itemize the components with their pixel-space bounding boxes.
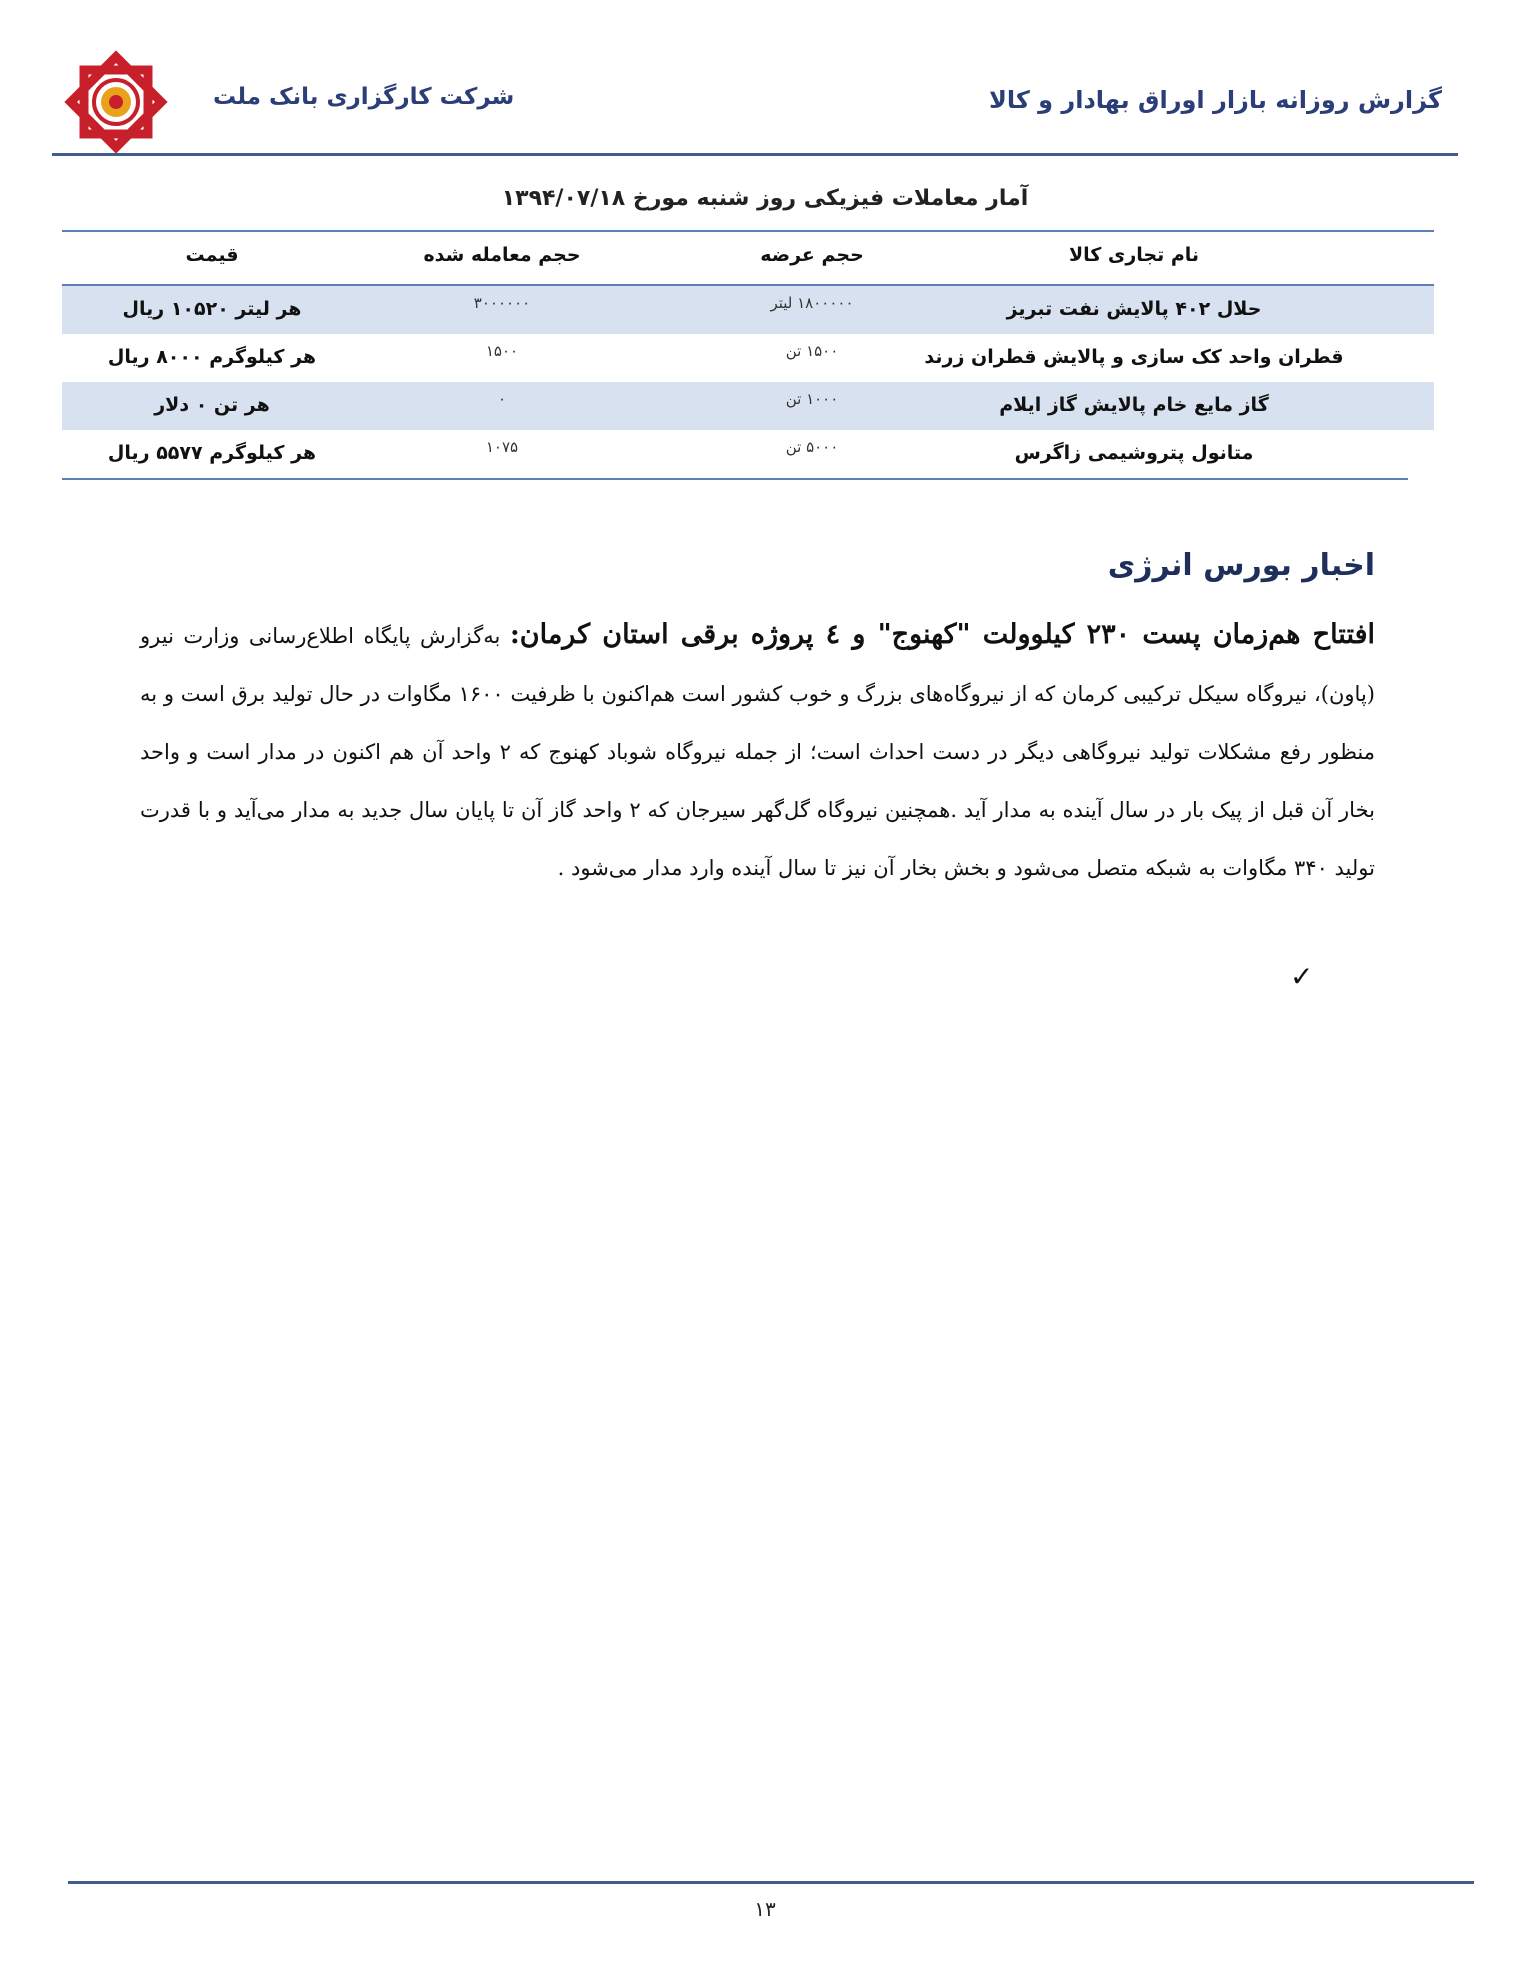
page-header — [0, 0, 1530, 160]
table-row — [62, 382, 1434, 430]
bank-mellat-logo-icon — [62, 48, 170, 156]
cell-offer-volume: ۱۵۰۰ تن — [785, 342, 839, 360]
table-row — [62, 286, 1434, 334]
page-number: ۱۳ — [754, 1897, 776, 1921]
cell-price: هر تن ۰ دلار — [154, 394, 270, 416]
footer-divider — [68, 1881, 1474, 1884]
physical-trades-table — [62, 230, 1434, 480]
news-body-text: به‌گزارش پایگاه اطلاع‌رسانی وزارت نیرو (پاون)، نیروگاه سیکل ترکیبی کرمان که از نیروگاه‌های بزرگ و خوب کشور است هم‌اکنون با ظرفیت ۱۶۰۰ مگاوات در حال تولید برق است و به منظور رفع مشکلات تولید نیروگاهی دیگر در دست احداث است؛ از جمله نیروگاه شوباد کهنوج که ۲ واحد آن هم اکنون در مدار است و واحد بخار آن قبل از پیک بار در سال آینده به مدار آید .همچنین نیروگاه گل‌گهر سیرجان که ۲ واحد گاز آن تا پایان سال جدید به مدار می‌آید و با قدرت تولید ۳۴۰ مگاوات به شبکه متصل می‌شود و بخش بخار آن نیز تا سال آینده وارد مدار می‌شود . — [140, 624, 1375, 880]
header-commodity-name: نام تجاری کالا — [1068, 244, 1200, 266]
cell-traded-volume: ۱۵۰۰ — [485, 342, 519, 360]
cell-price: هر لیتر ۱۰۵۲۰ ریال — [122, 298, 302, 320]
cell-commodity-name: حلال ۴۰۲ پالایش نفت تبریز — [1006, 298, 1262, 320]
news-article — [140, 606, 1375, 897]
table-row — [62, 430, 1434, 478]
cell-traded-volume: ۱۰۷۵ — [485, 438, 519, 456]
table-header-row — [62, 230, 1434, 286]
company-name: شرکت کارگزاری بانک ملت — [213, 84, 515, 110]
cell-traded-volume: ۰ — [497, 390, 507, 408]
table-caption: آمار معاملات فیزیکی روز شنبه مورخ ۱۳۹۴/۰۷/۱۸ — [501, 186, 1029, 211]
cell-price: هر کیلوگرم ۸۰۰۰ ریال — [107, 346, 317, 368]
header-price: قیمت — [185, 244, 239, 266]
energy-exchange-news-heading: اخبار بورس انرژی — [1107, 548, 1375, 583]
cell-offer-volume: ۱۸۰۰۰۰۰ لیتر — [770, 294, 854, 312]
table-bottom-rule — [62, 478, 1408, 480]
cell-traded-volume: ۳۰۰۰۰۰۰ — [473, 294, 531, 312]
report-title: گزارش روزانه بازار اوراق بهادار و کالا — [988, 86, 1442, 114]
cell-offer-volume: ۱۰۰۰ تن — [785, 390, 839, 408]
cell-commodity-name: متانول پتروشیمی زاگرس — [1014, 442, 1254, 464]
header-offer-volume: حجم عرضه — [760, 244, 864, 266]
cell-price: هر کیلوگرم ۵۵۷۷ ریال — [107, 442, 317, 464]
checkmark-icon: ✓ — [1290, 960, 1314, 993]
table-row — [62, 334, 1434, 382]
header-traded-volume: حجم معامله شده — [423, 244, 581, 266]
header-divider — [52, 153, 1458, 156]
cell-commodity-name: قطران واحد کک سازی و پالایش قطران زرند — [924, 346, 1344, 368]
cell-offer-volume: ۵۰۰۰ تن — [785, 438, 839, 456]
news-title: افتتاح هم‌زمان پست ۲۳۰ کیلوولت "کهنوج" و ٤ پروژه برقی استان کرمان: — [509, 619, 1376, 650]
cell-commodity-name: گاز مایع خام پالایش گاز ایلام — [999, 394, 1269, 416]
